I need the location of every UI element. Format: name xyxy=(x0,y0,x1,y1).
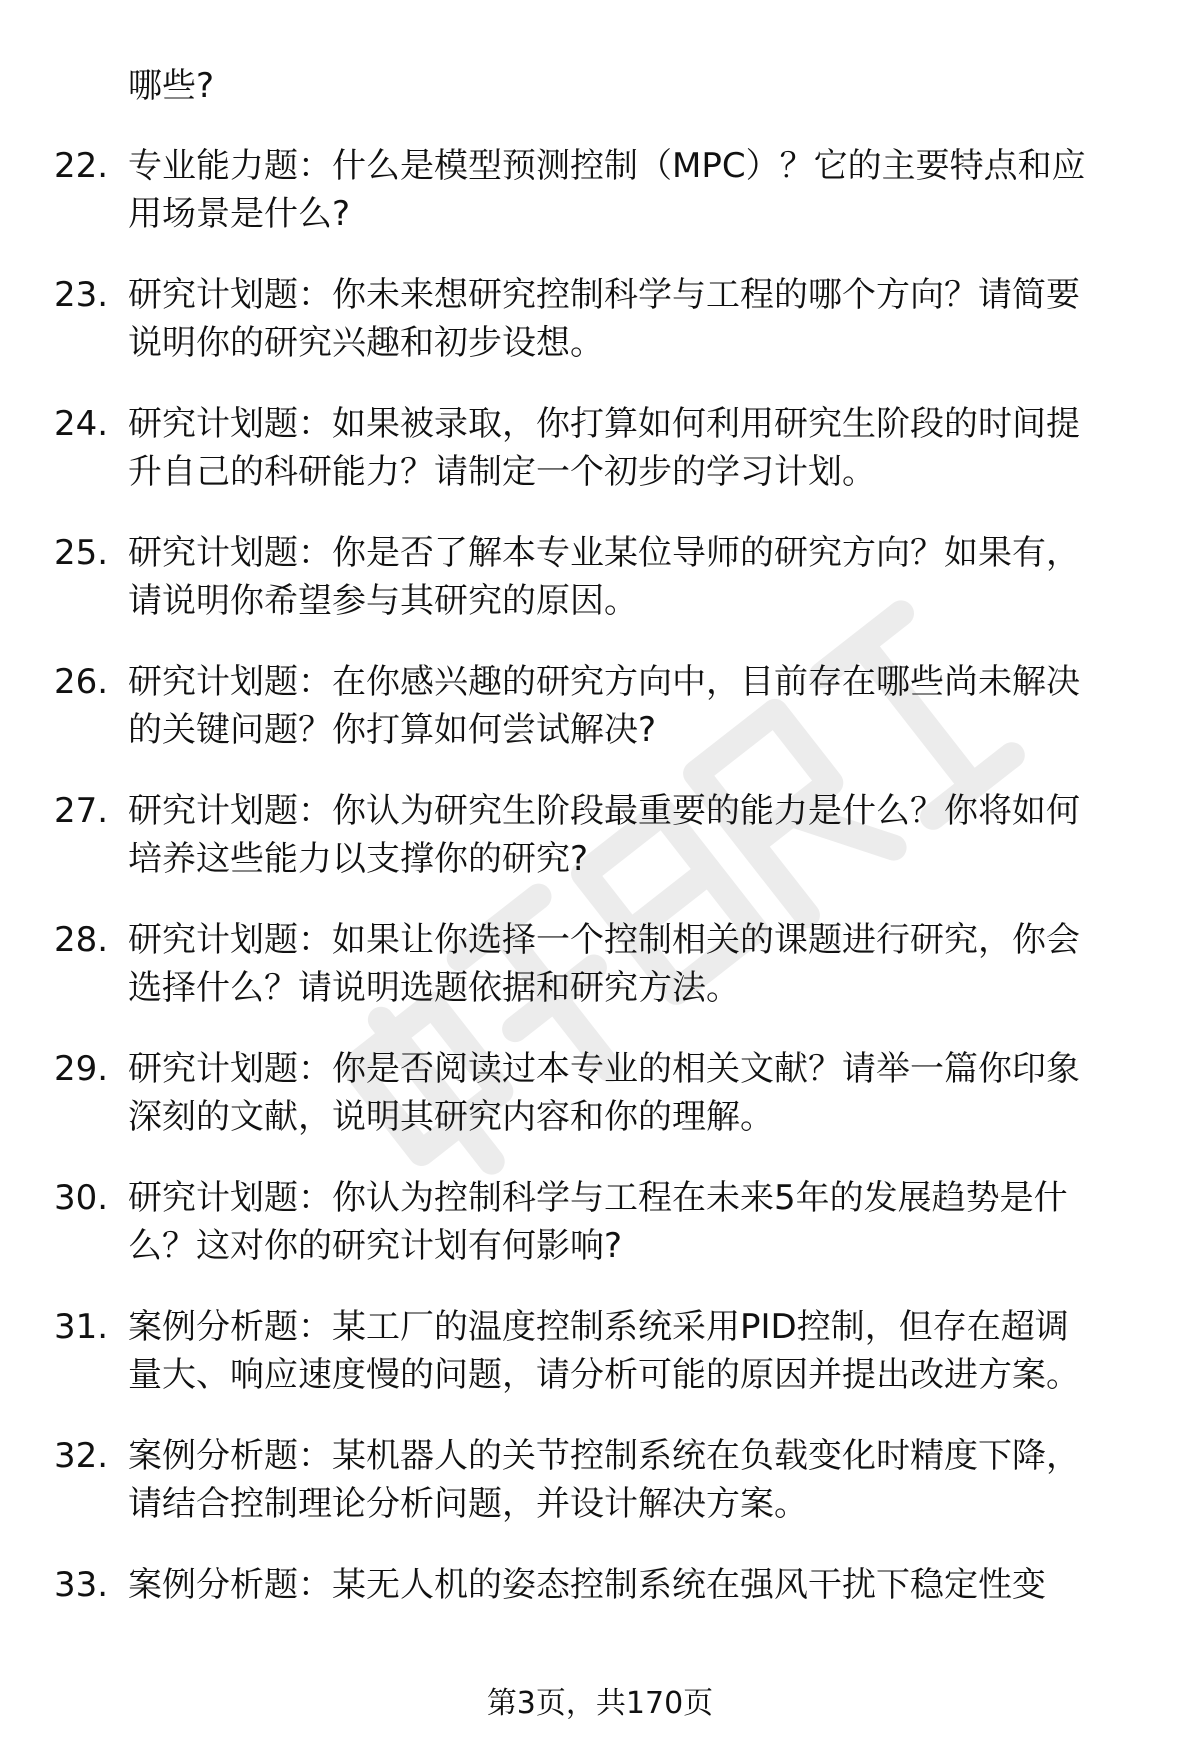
question-number: 22. xyxy=(54,146,109,186)
question-text xyxy=(128,1303,1148,1399)
question-item xyxy=(0,1174,1200,1303)
question-number: 24. xyxy=(54,404,109,444)
question-text-line: 请结合控制理论分析问题，并设计解决方案。 xyxy=(128,1484,808,1524)
question-text xyxy=(128,1432,1148,1528)
question-text-line: 用场景是什么? xyxy=(128,194,351,234)
question-text-line: 研究计划题：在你感兴趣的研究方向中，目前存在哪些尚未解决 xyxy=(128,662,1080,702)
question-item xyxy=(0,400,1200,529)
question-number: 27. xyxy=(54,791,109,831)
question-text xyxy=(128,787,1148,883)
question-text-line: 的关键问题？你打算如何尝试解决? xyxy=(128,710,657,750)
question-text-line: 培养这些能力以支撑你的研究? xyxy=(128,839,589,879)
question-text-line: 说明你的研究兴趣和初步设想。 xyxy=(128,323,604,363)
continuation-text: 哪些? xyxy=(128,66,215,106)
question-text xyxy=(128,400,1148,496)
question-item xyxy=(0,271,1200,400)
question-text-line: 案例分析题：某机器人的关节控制系统在负载变化时精度下降， xyxy=(128,1436,1080,1476)
question-item xyxy=(0,658,1200,787)
question-number: 31. xyxy=(54,1307,109,1347)
question-text-line: 么？这对你的研究计划有何影响? xyxy=(128,1226,623,1266)
question-text-line: 研究计划题：如果被录取，你打算如何利用研究生阶段的时间提 xyxy=(128,404,1080,444)
question-text xyxy=(128,916,1148,1012)
question-item xyxy=(0,1045,1200,1174)
question-text-line: 请说明你希望参与其研究的原因。 xyxy=(128,581,638,621)
question-number: 30. xyxy=(54,1178,109,1218)
question-text-line: 案例分析题：某工厂的温度控制系统采用PID控制，但存在超调 xyxy=(128,1307,1069,1347)
question-text-line: 专业能力题：什么是模型预测控制（MPC）？它的主要特点和应 xyxy=(128,146,1086,186)
question-text xyxy=(128,658,1148,754)
question-text-line: 案例分析题：某无人机的姿态控制系统在强风干扰下稳定性变 xyxy=(128,1565,1046,1605)
question-text xyxy=(128,271,1148,367)
question-item xyxy=(0,1561,1200,1690)
question-number: 28. xyxy=(54,920,109,960)
question-item xyxy=(0,787,1200,916)
question-item xyxy=(0,529,1200,658)
question-text-line: 选择什么？请说明选题依据和研究方法。 xyxy=(128,968,740,1008)
question-number: 29. xyxy=(54,1049,109,1089)
question-item xyxy=(0,1303,1200,1432)
question-number: 26. xyxy=(54,662,109,702)
question-text-line: 升自己的科研能力？请制定一个初步的学习计划。 xyxy=(128,452,876,492)
question-number: 23. xyxy=(54,275,109,315)
question-text-line: 研究计划题：你认为研究生阶段最重要的能力是什么？你将如何 xyxy=(128,791,1080,831)
question-text xyxy=(128,1045,1148,1141)
question-number: 33. xyxy=(54,1565,109,1605)
question-text xyxy=(128,1561,1148,1609)
question-item xyxy=(0,916,1200,1045)
question-text-line: 深刻的文献，说明其研究内容和你的理解。 xyxy=(128,1097,774,1137)
question-text xyxy=(128,529,1148,625)
question-text-line: 研究计划题：你是否阅读过本专业的相关文献？请举一篇你印象 xyxy=(128,1049,1080,1089)
question-text-line: 研究计划题：你未来想研究控制科学与工程的哪个方向？请简要 xyxy=(128,275,1080,315)
question-item xyxy=(0,1432,1200,1561)
question-text-line: 量大、响应速度慢的问题，请分析可能的原因并提出改进方案。 xyxy=(128,1355,1080,1395)
question-list xyxy=(0,142,1200,1690)
question-item xyxy=(0,142,1200,271)
question-number: 25. xyxy=(54,533,109,573)
question-text xyxy=(128,142,1148,238)
question-number: 32. xyxy=(54,1436,109,1476)
question-text-line: 研究计划题：你认为控制科学与工程在未来5年的发展趋势是什 xyxy=(128,1178,1068,1218)
question-text xyxy=(128,1174,1148,1270)
page-footer: 第3页，共170页 xyxy=(486,1686,714,1721)
question-text-line: 研究计划题：你是否了解本专业某位导师的研究方向？如果有， xyxy=(128,533,1080,573)
question-text-line: 研究计划题：如果让你选择一个控制相关的课题进行研究，你会 xyxy=(128,920,1080,960)
